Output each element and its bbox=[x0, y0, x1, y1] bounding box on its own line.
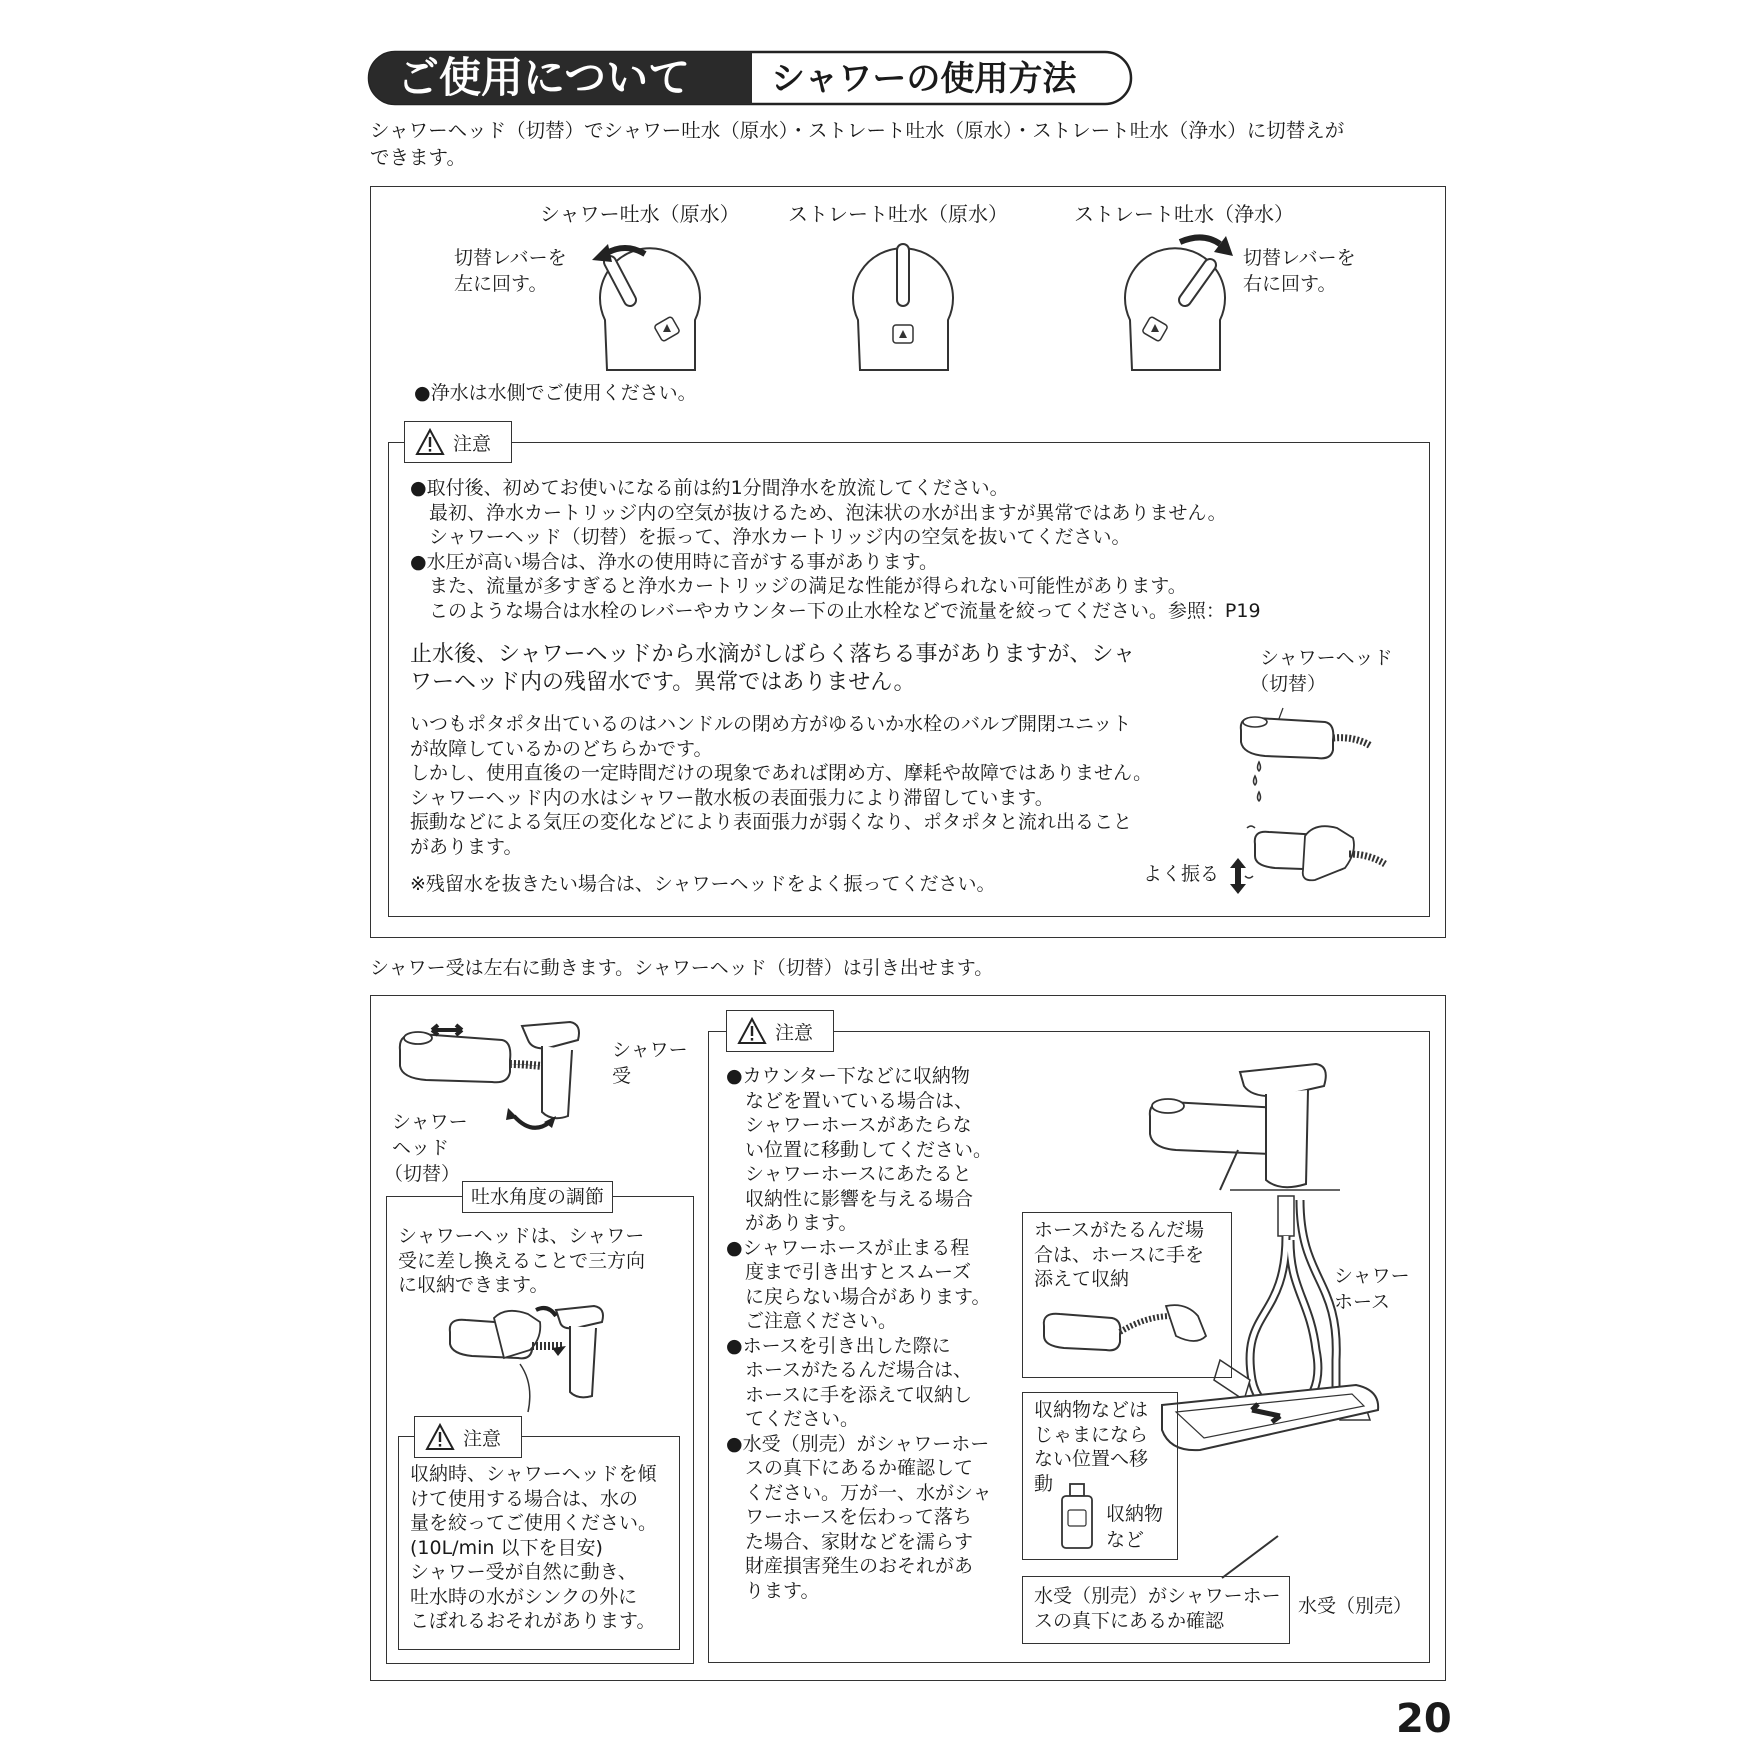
caution-small-line: 収納時、シャワーヘッドを傾 bbox=[410, 1463, 657, 1485]
angle-adjust-title: 吐水角度の調節 bbox=[462, 1181, 613, 1213]
head-label-3: （切替） bbox=[384, 1163, 461, 1185]
caution-big-line: た場合、家財などを濡らす bbox=[726, 1530, 974, 1553]
page-title: ご使用について bbox=[397, 53, 691, 102]
caution-big-line: 収納性に影響を与える場合 bbox=[726, 1187, 974, 1210]
left-instruction-2: 左に回す。 bbox=[454, 273, 548, 295]
caution-1-line: シャワーヘッド（切替）を振って、浄水カートリッジ内の空気を抜いてください。 bbox=[410, 526, 1131, 548]
caution-tab-1 bbox=[404, 421, 512, 463]
caution-label-1: 注意 bbox=[453, 432, 492, 455]
right-instruction-2: 右に回す。 bbox=[1243, 273, 1337, 295]
head-label-1: シャワー bbox=[392, 1111, 468, 1133]
hose-slack-line: 添えて収納 bbox=[1034, 1268, 1130, 1290]
drip-body-line: が故障しているかのどちらかです。 bbox=[410, 737, 713, 760]
hose-label-2: ホース bbox=[1334, 1291, 1391, 1313]
caution-1-line: 最初、浄水カートリッジ内の空気が抜けるため、泡沫状の水が出ますが異常ではありません。 bbox=[410, 501, 1227, 524]
shower-head-label-1: シャワーヘッド bbox=[1260, 647, 1393, 669]
caution-tab-big bbox=[726, 1010, 834, 1052]
shake-label: よく振る bbox=[1143, 863, 1220, 885]
caution-tab-small bbox=[414, 1416, 522, 1458]
caution-small-label: 注意 bbox=[463, 1427, 502, 1450]
caution-small-line: こぼれるおそれがあります。 bbox=[410, 1610, 656, 1632]
angle-text-line: に収納できます。 bbox=[398, 1274, 549, 1296]
head-insert-diagram bbox=[444, 1304, 634, 1414]
purified-note: ●浄水は水側でご使用ください。 bbox=[414, 382, 697, 404]
caution-big-line: 財産損害発生のおそれがあ bbox=[726, 1555, 974, 1577]
hose-slack-line: ホースがたるんだ場 bbox=[1034, 1219, 1205, 1241]
warning-triangle-icon bbox=[415, 428, 445, 456]
caution-big-line: い位置に移動してください。 bbox=[726, 1138, 993, 1161]
caution-1-list bbox=[410, 476, 1261, 623]
caution-big-line: があります。 bbox=[726, 1212, 858, 1234]
angle-text-line: 受に差し換えることで三方向 bbox=[398, 1249, 646, 1272]
hose-slack-line: 合は、ホースに手を bbox=[1034, 1243, 1205, 1266]
caution-1-line: このような場合は水栓のレバーやカウンター下の止水栓などで流量を絞ってください。参照：P19 bbox=[410, 599, 1261, 622]
caution-big-line: ●水受（別売）がシャワーホー bbox=[726, 1432, 990, 1455]
caution-small-line: 吐水時の水がシンクの外に bbox=[410, 1585, 638, 1608]
rotate-left-arrow-icon bbox=[590, 240, 650, 270]
caution-big-line: てください。 bbox=[726, 1408, 860, 1430]
caution-big-label: 注意 bbox=[775, 1021, 814, 1044]
hand-hose-icon bbox=[1036, 1296, 1216, 1372]
storage-line: じゃまになら bbox=[1034, 1423, 1149, 1446]
receiver-label-2: 受 bbox=[612, 1065, 632, 1087]
caution-big-list bbox=[726, 1064, 992, 1603]
caution-big-line: シャワーホースにあたると bbox=[726, 1163, 972, 1185]
dripping-shower-head-icon bbox=[1235, 700, 1385, 810]
mode-straight-pure-label: ストレート吐水（浄水） bbox=[1074, 202, 1294, 226]
drip-note: ※残留水を抜きたい場合は、シャワーヘッドをよく振ってください。 bbox=[410, 873, 996, 895]
shaking-shower-head-icon bbox=[1245, 820, 1395, 900]
section2-intro: シャワー受は左右に動きます。シャワーヘッド（切替）は引き出せます。 bbox=[370, 957, 994, 979]
caution-big-line: ワーホースを伝わって落ち bbox=[726, 1506, 972, 1528]
shower-head-label-2: （切替） bbox=[1250, 673, 1327, 695]
hose-label-1: シャワー bbox=[1334, 1265, 1410, 1287]
angle-adjust-text bbox=[398, 1224, 645, 1298]
caution-small-line: シャワー受が自然に動き、 bbox=[410, 1561, 637, 1583]
intro-line-2: できます。 bbox=[370, 146, 466, 169]
page-number: 20 bbox=[1396, 1696, 1452, 1742]
caution-big-line: ご注意ください。 bbox=[726, 1310, 898, 1332]
drip-body-line: シャワーヘッド内の水はシャワー散水板の表面張力により滞留しています。 bbox=[410, 786, 1054, 809]
tray-check-line: スの真下にあるか確認 bbox=[1034, 1609, 1225, 1632]
mode-shower-raw-label: シャワー吐水（原水） bbox=[540, 202, 740, 226]
caution-1-line: ●水圧が高い場合は、浄水の使用時に音がする事があります。 bbox=[410, 550, 939, 573]
rotate-right-arrow-icon bbox=[1178, 232, 1238, 264]
storage-line: 動 bbox=[1034, 1472, 1054, 1495]
warning-triangle-icon bbox=[737, 1017, 767, 1045]
caution-big-line: ●ホースを引き出した際に bbox=[726, 1334, 951, 1357]
storage-item-label-1: 収納物 bbox=[1106, 1503, 1164, 1525]
caution-1-line: ●取付後、初めてお使いになる前は約1分間浄水を放流してください。 bbox=[410, 477, 1009, 499]
dial-center-icon bbox=[848, 240, 958, 375]
caution-big-line: スの真下にあるか確認して bbox=[726, 1457, 974, 1479]
angle-text-line: シャワーヘッドは、シャワー bbox=[398, 1225, 645, 1247]
tray-check-line: 水受（別売）がシャワーホー bbox=[1034, 1585, 1281, 1607]
caution-big-line: ホースがたるんだ場合は、 bbox=[726, 1359, 973, 1381]
caution-big-line: ●カウンター下などに収納物 bbox=[726, 1065, 970, 1087]
mode-straight-raw-label: ストレート吐水（原水） bbox=[788, 202, 1008, 226]
caution-big-line: 度まで引き出すとスムーズ bbox=[726, 1261, 972, 1283]
caution-big-line: ください。万が一、水がシャ bbox=[726, 1481, 992, 1504]
caution-big-line: ります。 bbox=[726, 1579, 820, 1602]
hose-slack-text bbox=[1034, 1218, 1204, 1292]
left-instruction-1: 切替レバーを bbox=[454, 247, 567, 269]
page-header bbox=[367, 50, 1133, 106]
page-subtitle: シャワーの使用方法 bbox=[771, 59, 1077, 99]
drip-body-line: があります。 bbox=[410, 835, 523, 858]
storage-line: 収納物などは bbox=[1034, 1399, 1149, 1421]
caution-small-line: (10L/min 以下を目安) bbox=[410, 1536, 603, 1559]
drip-body-line: しかし、使用直後の一定時間だけの現象であれば閉め方、摩耗や故障ではありません。 bbox=[410, 762, 1153, 784]
tray-label: 水受（別売） bbox=[1298, 1595, 1413, 1617]
caution-1-line: また、流量が多すぎると浄水カートリッジの満足な性能が得られない可能性があります。 bbox=[410, 575, 1187, 597]
caution-big-line: ホースに手を添えて収納し bbox=[726, 1383, 973, 1406]
leader-line bbox=[1220, 1534, 1280, 1580]
bottle-icon bbox=[1058, 1482, 1098, 1552]
drip-title-2: ワーヘッド内の残留水です。異常ではありません。 bbox=[410, 670, 916, 695]
right-instruction-1: 切替レバーを bbox=[1243, 247, 1356, 269]
receiver-label-1: シャワー bbox=[612, 1039, 688, 1061]
storage-line: ない位置へ移 bbox=[1034, 1448, 1149, 1470]
caution-big-line: ●シャワーホースが止まる程 bbox=[726, 1236, 970, 1259]
storage-item-label-2: など bbox=[1106, 1529, 1145, 1551]
caution-big-line: などを置いている場合は、 bbox=[726, 1089, 974, 1112]
warning-triangle-icon bbox=[425, 1423, 455, 1451]
drip-body bbox=[410, 712, 1152, 859]
head-label-2: ヘッド bbox=[392, 1137, 450, 1159]
caution-small-text bbox=[410, 1462, 657, 1634]
drip-title-1: 止水後、シャワーヘッドから水滴がしばらく落ちる事がありますが、シャ bbox=[410, 642, 1136, 667]
caution-big-line: シャワーホースがあたらな bbox=[726, 1114, 972, 1136]
drip-body-line: いつもポタポタ出ているのはハンドルの閉め方がゆるいか水栓のバルブ開閉ユニット bbox=[410, 713, 1132, 735]
drip-body-line: 振動などによる気圧の変化などにより表面張力が弱くなり、ポタポタと流れ出ること bbox=[410, 811, 1133, 833]
caution-big-line: に戻らない場合があります。 bbox=[726, 1285, 991, 1308]
caution-small-line: 量を絞ってご使用ください。 bbox=[410, 1512, 658, 1534]
intro-line-1: シャワーヘッド（切替）でシャワー吐水（原水）・ストレート吐水（原水）・ストレート吐水（浄水）に切替えが bbox=[370, 119, 1345, 142]
tray-check-text bbox=[1034, 1584, 1281, 1633]
caution-small-line: けて使用する場合は、水の bbox=[410, 1487, 639, 1510]
